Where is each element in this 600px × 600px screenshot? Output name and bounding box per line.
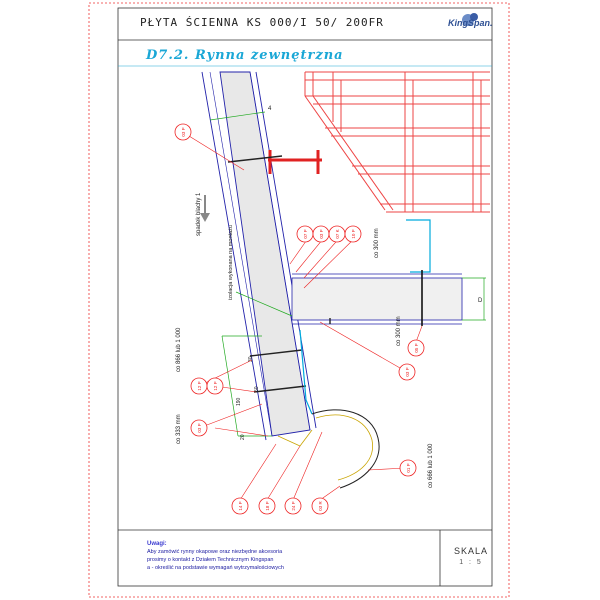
svg-text:12 P: 12 P	[197, 381, 202, 391]
svg-text:01 P: 01 P	[406, 463, 411, 473]
svg-text:03 R: 03 R	[318, 501, 323, 511]
notes-line: prosimy o kontakt z Działem Technicznym Kingspan	[147, 557, 274, 563]
callout-bubble	[399, 364, 415, 380]
callout-bubble	[297, 226, 313, 242]
sheet-title: PŁYTA ŚCIENNA KS 000/I 50/ 200FR	[140, 16, 384, 29]
dim-190: 190	[236, 397, 242, 406]
callout-bubble	[400, 460, 416, 476]
svg-text:03 P: 03 P	[319, 229, 324, 239]
svg-text:07 P: 07 P	[303, 229, 308, 239]
svg-text:05 P: 05 P	[414, 343, 419, 353]
callout-bubble	[191, 378, 207, 394]
dim-30: 30	[248, 356, 254, 362]
dim-4: 4	[268, 106, 272, 112]
izolacja-label: izolacja wykonana na montażu	[228, 225, 234, 300]
kingspan-logo: KingSpan.	[448, 18, 493, 28]
co333-label: co 333 mm	[176, 414, 182, 444]
callout-bubble	[313, 226, 329, 242]
dim-D: D	[478, 298, 483, 304]
roof-panel-block	[292, 270, 486, 326]
co866-label: co 866 lub 1 000	[176, 327, 182, 372]
steel-section	[268, 150, 322, 174]
section-title: D7.2. Rynna zewnętrzna	[146, 48, 344, 63]
callout-bubble	[207, 378, 223, 394]
flashing-top	[406, 220, 430, 272]
svg-text:14 P: 14 P	[238, 501, 243, 511]
callout-bubble	[312, 498, 328, 514]
co300-top-label: co 300 mm	[374, 228, 380, 258]
dim-50: 50	[254, 386, 260, 392]
svg-text:03 P: 03 P	[405, 367, 410, 377]
callout-bubble	[329, 226, 345, 242]
scale-value: 1 : 5	[459, 559, 483, 566]
dim-20: 20	[240, 434, 246, 440]
callout-bubble	[175, 124, 191, 140]
svg-text:03 P: 03 P	[197, 423, 202, 433]
callout-bubble	[408, 340, 424, 356]
notes-block	[147, 540, 447, 572]
svg-text:24 P: 24 P	[291, 501, 296, 511]
svg-text:18 P: 18 P	[265, 501, 270, 511]
callout-bubble	[259, 498, 275, 514]
svg-text:07 K: 07 K	[335, 229, 340, 239]
co300-mid-label: co 300 mm	[396, 316, 402, 346]
notes-line: Aby zamówić rynny okapowe oraz niezbędne akcesoria	[147, 549, 283, 555]
steel-frame	[305, 72, 490, 212]
scale-label: SKALA	[453, 546, 489, 556]
callout-bubble	[345, 226, 361, 242]
svg-text:12 P: 12 P	[213, 381, 218, 391]
spadek-label: spadek blachy 1	[196, 192, 202, 236]
co666-label: co 666 lub 1 000	[428, 443, 434, 488]
svg-text:03 P: 03 P	[181, 127, 186, 137]
callout-bubble	[191, 420, 207, 436]
scale-block	[451, 546, 491, 566]
notes-line: a - określić na podstawie wymagań wytrzymałościowych	[147, 565, 284, 571]
callout-bubble	[285, 498, 301, 514]
svg-text:10 P: 10 P	[351, 229, 356, 239]
callout-bubble	[232, 498, 248, 514]
notes-title: Uwagi:	[147, 541, 167, 547]
